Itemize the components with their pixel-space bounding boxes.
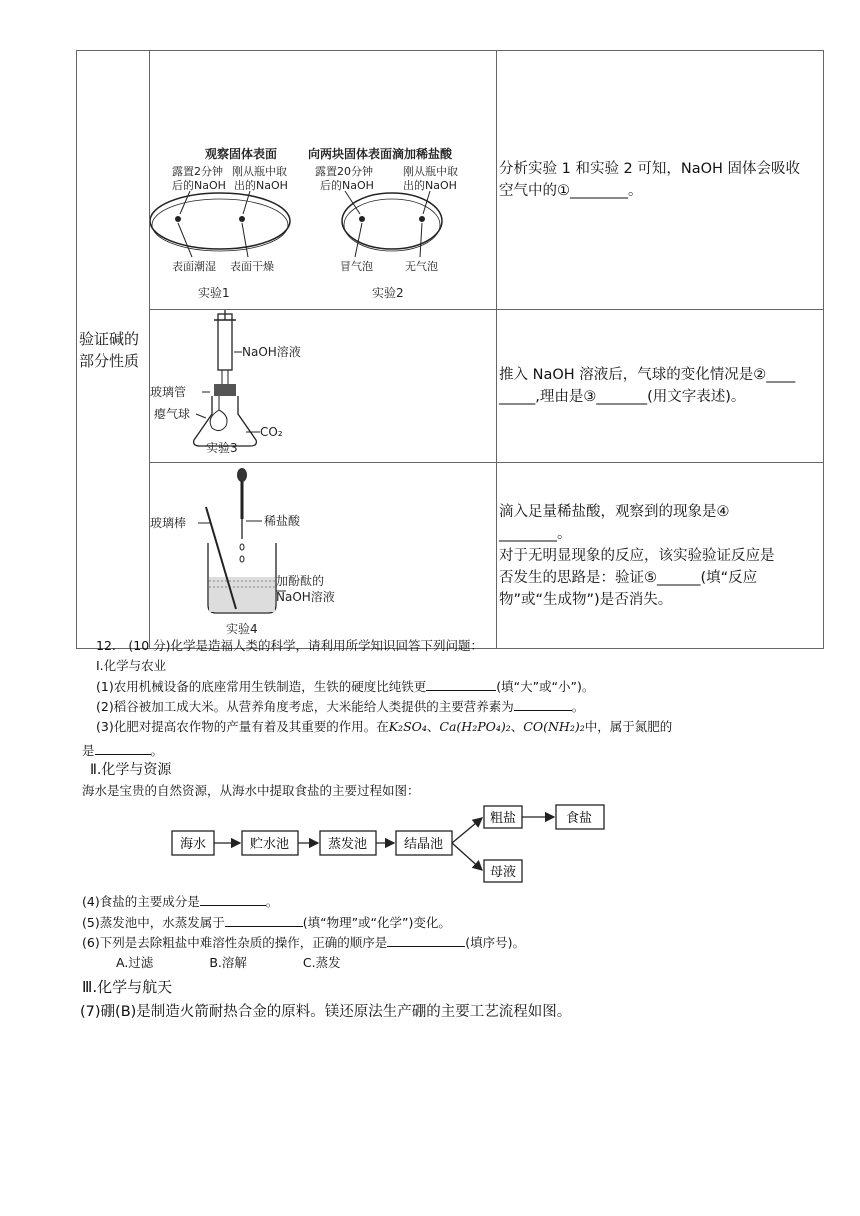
right-title: 向两块固体表面滴加稀盐酸 <box>308 147 453 161</box>
option-c: C.蒸发 <box>302 955 341 970</box>
desc-line: 推入 NaOH 溶液后，气球的变化情况是②____ <box>499 367 796 383</box>
naoh-pellet-icon <box>419 216 425 222</box>
left-label-6: 表面干燥 <box>230 260 274 273</box>
label-hcl: 稀盐酸 <box>264 514 301 528</box>
salt-process-flowchart <box>170 804 610 884</box>
left-label-5: 表面潮湿 <box>172 260 216 273</box>
left-label-3: 刚从瓶中取 <box>232 165 287 178</box>
question-text: 中，属于氮肥的 <box>584 719 673 734</box>
experiment-4-figure <box>150 463 496 644</box>
desc-line: 否发生的思路是：验证⑤______(填“反应 <box>499 569 758 586</box>
separator: 、 <box>510 719 524 734</box>
separator: 、 <box>426 719 440 734</box>
flask-icon <box>194 396 257 446</box>
q12-intro: 12. (10 分)化学是造福人类的科学，请利用所学知识回答下列问题： <box>96 638 484 653</box>
stopper-icon <box>214 384 236 396</box>
section-agriculture: Ⅰ.化学与农业 <box>96 658 167 673</box>
naoh-pellet-icon <box>175 216 181 222</box>
caption-exp3: 实验3 <box>206 441 238 455</box>
answer-blank[interactable] <box>200 892 266 906</box>
desc-line: 滴入足量稀盐酸，观察到的现象是④ <box>499 503 730 520</box>
category-cell <box>77 51 150 649</box>
section-aerospace: Ⅲ.化学与航天 <box>82 978 173 996</box>
desc-line: ________。 <box>499 525 572 542</box>
label-glass-tube: 玻璃管 <box>150 385 187 399</box>
solution-icon <box>209 577 275 612</box>
question-text: (6)下列是去除粗盐中难溶性杂质的操作，正确的顺序是 <box>82 935 388 950</box>
description-cell-2 <box>497 310 824 463</box>
question-4 <box>82 892 278 910</box>
option-a: A.过滤 <box>116 955 154 970</box>
node-crystallization-label: 结晶池 <box>404 837 444 852</box>
syringe-icon <box>218 314 232 370</box>
figure-cell-3 <box>150 463 497 649</box>
label-balloon: 瘪气球 <box>154 407 191 421</box>
answer-blank[interactable] <box>426 677 496 691</box>
dropper-bulb-icon <box>237 468 247 482</box>
left-label-2: 后的NaOH <box>172 179 226 192</box>
figure-cell-2 <box>150 310 497 463</box>
question-text: (3)化肥对提高农作物的产量有着及其重要的作用。在 <box>96 719 389 734</box>
formula-k2so4: K₂SO₄ <box>388 719 427 734</box>
experiment-3-figure <box>150 310 496 458</box>
node-reservoir-label: 贮水池 <box>250 837 290 852</box>
desc-line: 空气中的①________。 <box>499 183 643 199</box>
node-mother-liquor-label: 母液 <box>490 865 517 880</box>
desc-line: _____,理由是③_______(用文字表述)。 <box>499 389 746 405</box>
left-label-4: 出的NaOH <box>234 179 288 192</box>
option-b: B.溶解 <box>209 955 247 970</box>
right-label-5: 冒气泡 <box>340 260 373 273</box>
question-text: (4)食盐的主要成分是 <box>82 894 200 909</box>
naoh-pellet-icon <box>239 216 245 222</box>
description-cell-1 <box>497 51 824 310</box>
description-cell-3 <box>497 463 824 649</box>
category-text: 验证碱的部分性质 <box>79 329 140 370</box>
left-label-1: 露置2分钟 <box>172 165 223 178</box>
figure-cell-1 <box>150 51 497 310</box>
label-naoh: NaOH溶液 <box>276 590 335 604</box>
question-text: 是 <box>82 743 95 758</box>
question-4-intro: 海水是宝贵的自然资源，从海水中提取食盐的主要过程如图： <box>82 783 420 798</box>
experiment-table <box>76 50 824 649</box>
node-evaporation-label: 蒸发池 <box>328 837 368 852</box>
question-text: (2)稻谷被加工成大米。从营养角度考虑，大米能给人类提供的主要营养素为 <box>96 699 514 714</box>
question-text: 。 <box>265 894 279 909</box>
left-title: 观察固体表面 <box>205 147 278 161</box>
right-label-4: 出的NaOH <box>403 179 457 192</box>
right-label-3: 刚从瓶中取 <box>403 165 458 178</box>
desc-line: 物”或“生成物”)是否消失。 <box>499 591 673 608</box>
caption-exp4: 实验4 <box>226 622 258 636</box>
question-7: (7)硼(B)是制造火箭耐热合金的原料。镁还原法生产硼的主要工艺流程如图。 <box>80 1004 572 1020</box>
label-co2: CO₂ <box>260 425 283 439</box>
formula-urea: CO(NH₂)₂ <box>523 719 585 734</box>
answer-blank[interactable] <box>387 933 465 947</box>
question-6 <box>82 933 525 951</box>
question-text: 。 <box>571 699 585 714</box>
experiment-1-2-figure <box>150 51 496 305</box>
right-label-1: 露置20分钟 <box>315 165 373 178</box>
question-text: (填序号)。 <box>465 935 525 950</box>
question-1 <box>96 677 594 695</box>
desc-line: 对于无明显现象的反应，该实验验证反应是 <box>499 547 775 564</box>
question-text: (5)蒸发池中，水蒸发属于 <box>82 915 225 930</box>
answer-blank[interactable] <box>225 913 303 927</box>
left-dish-icon <box>150 193 290 249</box>
label-naoh-solution: NaOH溶液 <box>242 345 301 359</box>
section-resources: Ⅱ.化学与资源 <box>90 762 172 778</box>
question-2 <box>96 697 584 715</box>
right-label-6: 无气泡 <box>405 260 438 273</box>
answer-blank[interactable] <box>514 697 572 711</box>
caption-exp2: 实验2 <box>372 286 404 300</box>
question-3-cont <box>82 741 163 759</box>
question-text: (1)农用机械设备的底座常用生铁制造，生铁的硬度比纯铁更 <box>96 679 427 694</box>
naoh-pellet-icon <box>359 216 365 222</box>
label-glass-rod: 玻璃棒 <box>150 516 187 530</box>
node-seawater-label: 海水 <box>180 837 207 852</box>
node-table-salt-label: 食盐 <box>566 811 593 826</box>
question-6-options <box>116 954 341 971</box>
node-crude-salt-label: 粗盐 <box>490 811 517 826</box>
caption-exp1: 实验1 <box>198 286 230 300</box>
question-5 <box>82 913 451 931</box>
question-text: 。 <box>150 743 164 758</box>
label-phenolphthalein: 加酚酞的 <box>276 574 325 588</box>
answer-blank[interactable] <box>95 741 151 755</box>
question-3 <box>96 718 672 735</box>
right-label-2: 后的NaOH <box>320 179 374 192</box>
formula-ca-h2po4: Ca(H₂PO₄)₂ <box>439 719 511 734</box>
question-text: (填“大”或“小”)。 <box>496 679 595 694</box>
desc-line: 分析实验 1 和实验 2 可知，NaOH 固体会吸收 <box>499 161 801 177</box>
question-text: (填“物理”或“化学”)变化。 <box>302 915 451 930</box>
